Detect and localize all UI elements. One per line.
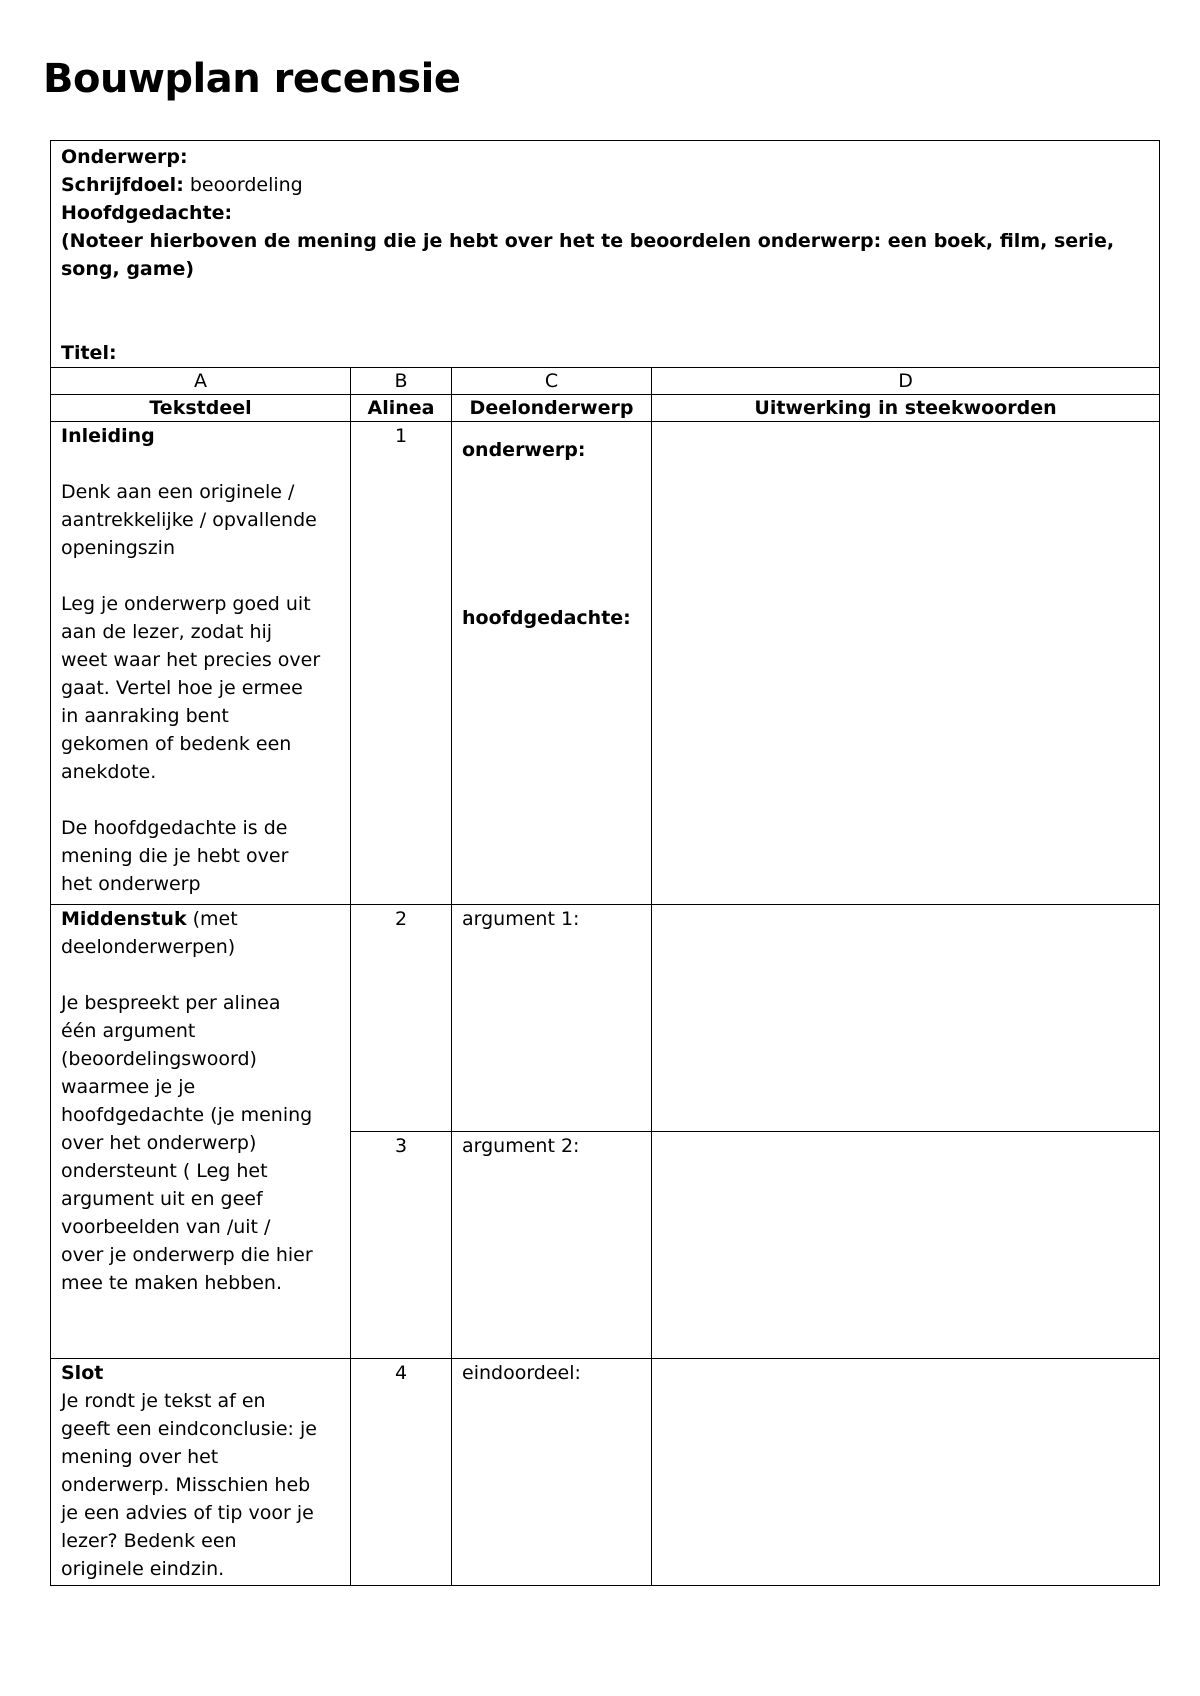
text-line: De hoofdgedachte is de [61, 817, 288, 839]
text-line: onderwerp. Misschien heb [61, 1474, 311, 1496]
text-line: (beoordelingswoord) [61, 1048, 257, 1070]
text-line: mee te maken hebben. [61, 1272, 282, 1294]
text-line: waarmee je je [61, 1076, 196, 1098]
text-line: geeft een eindconclusie: je [61, 1418, 317, 1440]
text-line: Denk aan een originele / [61, 481, 295, 503]
text-line: originele eindzin. [61, 1558, 225, 1580]
text-line: mening die je hebt over [61, 845, 289, 867]
column-letter-b: B [351, 368, 452, 395]
middenstuk-tekstdeel [51, 905, 351, 1359]
middenstuk-alinea-2: 2 [351, 905, 452, 1132]
column-letter-c: C [452, 368, 652, 395]
argument-1-cell[interactable] [452, 905, 652, 1132]
text-line: Je bespreekt per alinea [61, 992, 281, 1014]
heading-tekstdeel: Tekstdeel [51, 395, 351, 422]
inleiding-heading: Inleiding [61, 425, 155, 447]
row-middenstuk-1 [51, 905, 1160, 1132]
titel-label: Titel: [61, 342, 117, 364]
slot-uitwerking[interactable] [652, 1359, 1160, 1586]
hoofdgedachte-label: Hoofdgedachte: [61, 202, 233, 224]
text-line: gekomen of bedenk een [61, 733, 292, 755]
row-inleiding [51, 422, 1160, 905]
text-line: over je onderwerp die hier [61, 1244, 313, 1266]
middenstuk-alinea-3: 3 [351, 1132, 452, 1359]
header-note: (Noteer hierboven de mening die je hebt over het te beoordelen onderwerp: een boek, film, serie, song, game) [61, 230, 1115, 280]
header-row [51, 141, 1160, 368]
text-line: ondersteunt ( Leg het [61, 1160, 268, 1182]
argument-2-uitwerking[interactable] [652, 1132, 1160, 1359]
argument-2-label: argument 2: [462, 1135, 580, 1157]
middenstuk-heading: Middenstuk [61, 908, 187, 930]
text-line: voorbeelden van /uit / [61, 1216, 271, 1238]
bouwplan-table [50, 140, 1160, 1586]
text-line: lezer? Bedenk een [61, 1530, 237, 1552]
text-line: mening over het [61, 1446, 219, 1468]
schrijfdoel-label: Schrijfdoel: [61, 174, 184, 196]
schrijfdoel-line [61, 171, 1149, 199]
text-line: over het onderwerp) [61, 1132, 257, 1154]
inleiding-uitwerking[interactable] [652, 422, 1160, 905]
page-title: Bouwplan recensie [43, 56, 461, 102]
argument-1-uitwerking[interactable] [652, 905, 1160, 1132]
text-line: het onderwerp [61, 873, 201, 895]
text-line: hoofdgedachte (je mening [61, 1104, 313, 1126]
slot-heading: Slot [61, 1362, 104, 1384]
row-slot [51, 1359, 1160, 1586]
column-letter-d: D [652, 368, 1160, 395]
heading-deelonderwerp: Deelonderwerp [452, 395, 652, 422]
middenstuk-heading-line [61, 905, 340, 933]
eindoordeel-cell[interactable] [452, 1359, 652, 1586]
inleiding-alinea: 1 [351, 422, 452, 905]
text-line: aantrekkelijke / opvallende [61, 509, 317, 531]
slot-tekstdeel [51, 1359, 351, 1586]
slot-alinea: 4 [351, 1359, 452, 1586]
onderwerp-field-label: onderwerp: [462, 439, 586, 461]
inleiding-tekstdeel [51, 422, 351, 905]
text-line: één argument [61, 1020, 196, 1042]
text-line: argument uit en geef [61, 1188, 263, 1210]
argument-2-cell[interactable] [452, 1132, 652, 1359]
column-letters-row [51, 368, 1160, 395]
hoofdgedachte-field-label: hoofdgedachte: [462, 607, 631, 629]
text-line: aan de lezer, zodat hij [61, 621, 273, 643]
heading-alinea: Alinea [351, 395, 452, 422]
column-headings-row [51, 395, 1160, 422]
column-letter-a: A [51, 368, 351, 395]
heading-uitwerking: Uitwerking in steekwoorden [652, 395, 1160, 422]
text-line: Je rondt je tekst af en [61, 1390, 266, 1412]
inleiding-deelonderwerp[interactable] [452, 422, 652, 905]
text-line: Leg je onderwerp goed uit [61, 593, 311, 615]
text-line: je een advies of tip voor je [61, 1502, 314, 1524]
text-line: anekdote. [61, 761, 157, 783]
text-line: weet waar het precies over [61, 649, 321, 671]
text-line: in aanraking bent [61, 705, 229, 727]
onderwerp-label: Onderwerp: [61, 146, 188, 168]
text-line: openingszin [61, 537, 175, 559]
eindoordeel-label: eindoordeel: [462, 1362, 581, 1384]
schrijfdoel-value: beoordeling [183, 174, 303, 196]
text-line: gaat. Vertel hoe je ermee [61, 677, 303, 699]
argument-1-label: argument 1: [462, 908, 580, 930]
middenstuk-heading-suffix: (met [186, 908, 238, 930]
header-cell[interactable] [51, 141, 1160, 368]
text-line: deelonderwerpen) [61, 936, 236, 958]
